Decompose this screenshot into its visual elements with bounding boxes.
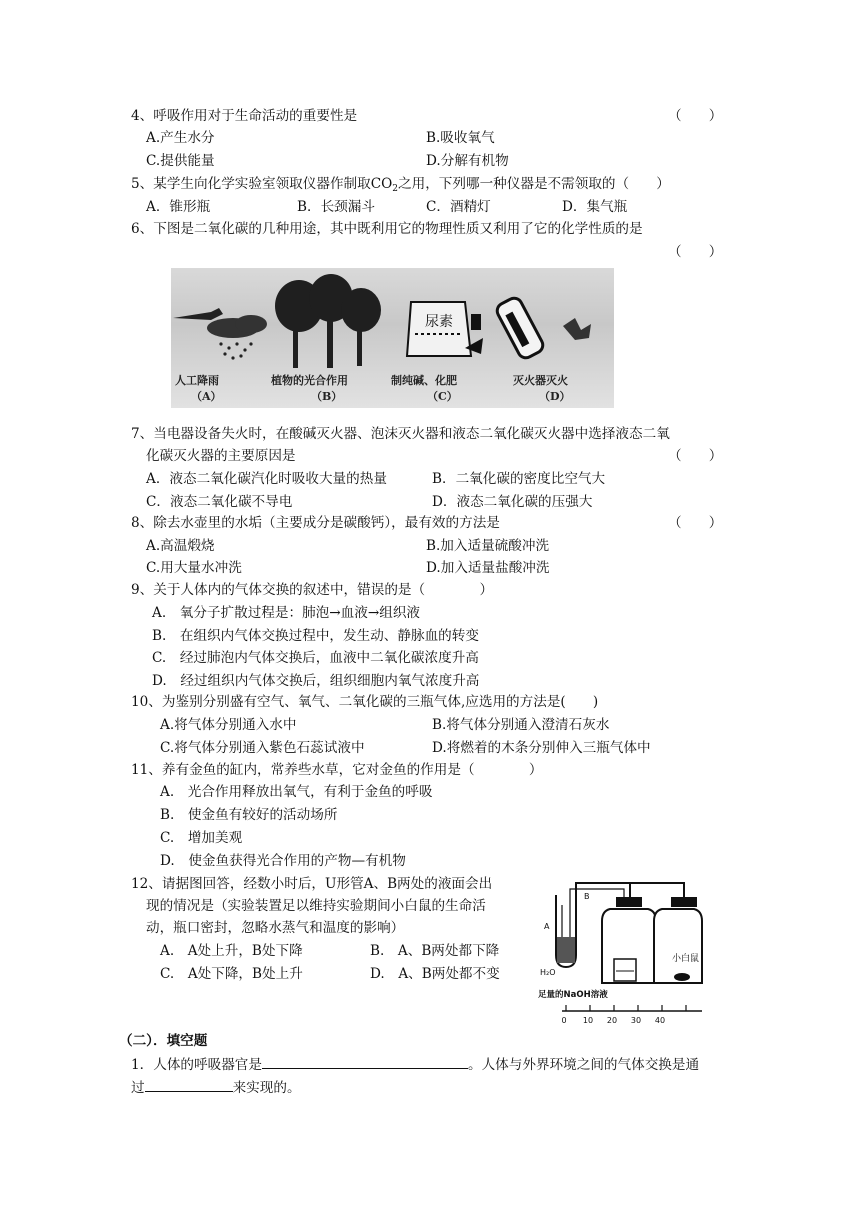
answer-blank-2[interactable] (145, 1077, 233, 1092)
q5-option-a: A．锥形瓶 (146, 199, 211, 215)
q8-option-c: C.用大量水冲洗 (146, 560, 242, 576)
caption-b: 植物的光合作用 (271, 374, 348, 387)
q7-option-b: B．二氧化碳的密度比空气大 (432, 471, 606, 487)
section-2-title: （二）．填空题 (119, 1033, 208, 1049)
fill-q1-text-post: 。人体与外界环境之间的气体交换是通 (468, 1057, 700, 1073)
fill-question-1-line-1 (131, 1054, 699, 1075)
q4-option-c: C.提供能量 (146, 153, 215, 169)
question-11: 11、养有金鱼的缸内，常养些水草，它对金鱼的作用是（ ） (131, 762, 543, 778)
fill-q1-text-post-2: 来实现的。 (232, 1080, 301, 1096)
question-12-line-2: 现的情况是（实验装置足以维持实验期间小白鼠的生命活 (146, 898, 486, 914)
q8-option-d: D.加入适量盐酸冲洗 (426, 560, 550, 576)
q9-option-c: C. 经过肺泡内气体交换后，血液中二氧化碳浓度升高 (152, 650, 479, 666)
fill-q1-text-pre-2: 过 (131, 1080, 145, 1096)
apparatus-diagram (534, 875, 704, 1025)
caption-c-tag: （C） (427, 390, 458, 403)
bag-label: 尿素 (425, 314, 453, 330)
caption-d: 灭火器灭火 (513, 374, 568, 387)
caption-d-tag: （D） (539, 390, 571, 403)
question-4: 4、呼吸作用对于生命活动的重要性是 (131, 108, 358, 124)
experiment-apparatus-figure (534, 875, 704, 1025)
q10-option-d: D.将燃着的木条分别伸入三瓶气体中 (432, 740, 651, 756)
answer-bracket-4: （ ） (668, 108, 723, 124)
q12-option-a: A. A处上升，B处下降 (160, 943, 303, 959)
q12-option-d: D. A、B两处都不变 (370, 966, 500, 982)
q7-option-d: D．液态二氧化碳的压强大 (432, 494, 593, 510)
answer-bracket-6: （ ） (668, 244, 723, 260)
q4-option-b: B.吸收氧气 (426, 130, 495, 146)
q9-option-a: A. 氧分子扩散过程是：肺泡→血液→组织液 (152, 605, 421, 621)
ruler-tick-label: 20 (606, 1016, 618, 1025)
question-10: 10、为鉴别分别盛有空气、氧气、二氧化碳的三瓶气体,应选用的方法是( ) (131, 694, 599, 710)
ruler-tick-label: 10 (582, 1016, 594, 1025)
q5-text-pre: 5、某学生向化学实验室领取仪器作制取CO (131, 176, 393, 192)
q8-option-a: A.高温煅烧 (146, 538, 215, 554)
question-8: 8、除去水壶里的水垢（主要成分是碳酸钙），最有效的方法是 (131, 515, 500, 531)
q5-subscript: 2 (392, 184, 399, 194)
q8-option-b: B.加入适量硫酸冲洗 (426, 538, 550, 554)
label-water: H₂O (540, 968, 556, 977)
caption-b-tag: （B） (311, 390, 343, 403)
fire-extinguisher-icon (494, 295, 591, 360)
answer-bracket-8: （ ） (668, 515, 723, 531)
ruler-tick-label: 30 (630, 1016, 642, 1025)
answer-blank-1[interactable] (262, 1054, 468, 1069)
q10-option-c: C.将气体分别通入紫色石蕊试液中 (160, 740, 365, 756)
q10-option-b: B.将气体分别通入澄清石灰水 (432, 717, 610, 733)
ruler-tick-label: 40 (654, 1016, 666, 1025)
q9-option-d: D. 经过组织内气体交换后，组织细胞内氧气浓度升高 (152, 673, 480, 689)
caption-a-tag: （A） (191, 390, 222, 403)
co2-uses-figure (171, 268, 614, 408)
q5-text-post: 之用，下列哪一种仪器是不需领取的（ ） (398, 176, 670, 192)
photosynthesis-trees-icon (275, 274, 381, 368)
question-12-line-1: 12、请据图回答，经数小时后，U形管A、B两处的液面会出 (131, 876, 493, 892)
ruler-tick-label: 0 (561, 1016, 567, 1025)
artificial-rain-icon (173, 308, 267, 360)
question-9: 9、关于人体内的气体交换的叙述中，错误的是（ ） (131, 582, 494, 598)
fill-question-1-line-2 (131, 1077, 301, 1098)
q5-option-c: C．酒精灯 (426, 199, 491, 215)
question-12-line-3: 动，瓶口密封，忽略水蒸气和温度的影响） (146, 920, 405, 936)
label-b: B (584, 892, 590, 901)
caption-c: 制纯碱、化肥 (391, 374, 457, 387)
question-5 (131, 174, 670, 196)
q7-option-a: A．液态二氧化碳汽化时吸收大量的热量 (146, 471, 387, 487)
question-7-line-1: 7、当电器设备失火时，在酸碱灭火器、泡沫灭火器和液态二氧化碳灭火器中选择液态二氧 (131, 426, 670, 442)
q10-option-a: A.将气体分别通入水中 (160, 717, 297, 733)
q12-option-b: B. A、B两处都下降 (370, 943, 500, 959)
question-7-line-2: 化碳灭火器的主要原因是 (146, 448, 296, 464)
q5-option-d: D．集气瓶 (562, 199, 628, 215)
question-6: 6、下图是二氧化碳的几种用途，其中既利用它的物理性质又利用了它的化学性质的是 (131, 221, 643, 237)
label-mouse: 小白鼠 (672, 954, 700, 964)
q11-option-d: D. 使金鱼获得光合作用的产物—有机物 (160, 853, 406, 869)
q4-option-a: A.产生水分 (146, 130, 215, 146)
label-a: A (544, 922, 550, 931)
answer-bracket-7: （ ） (668, 448, 723, 464)
q7-option-c: C．液态二氧化碳不导电 (146, 494, 293, 510)
caption-a: 人工降雨 (175, 374, 219, 387)
q4-option-d: D.分解有机物 (426, 153, 509, 169)
q11-option-a: A. 光合作用释放出氧气，有利于金鱼的呼吸 (160, 784, 433, 800)
fill-q1-text-pre: 1．人体的呼吸器官是 (131, 1057, 262, 1073)
q11-option-c: C. 增加美观 (160, 830, 243, 846)
label-naoh: 足量的NaOH溶液 (538, 990, 608, 1000)
q9-option-b: B. 在组织内气体交换过程中，发生动、静脉血的转变 (152, 628, 479, 644)
q12-option-c: C. A处下降，B处上升 (160, 966, 303, 982)
q5-option-b: B．长颈漏斗 (297, 199, 375, 215)
q11-option-b: B. 使金鱼有较好的活动场所 (160, 807, 338, 823)
